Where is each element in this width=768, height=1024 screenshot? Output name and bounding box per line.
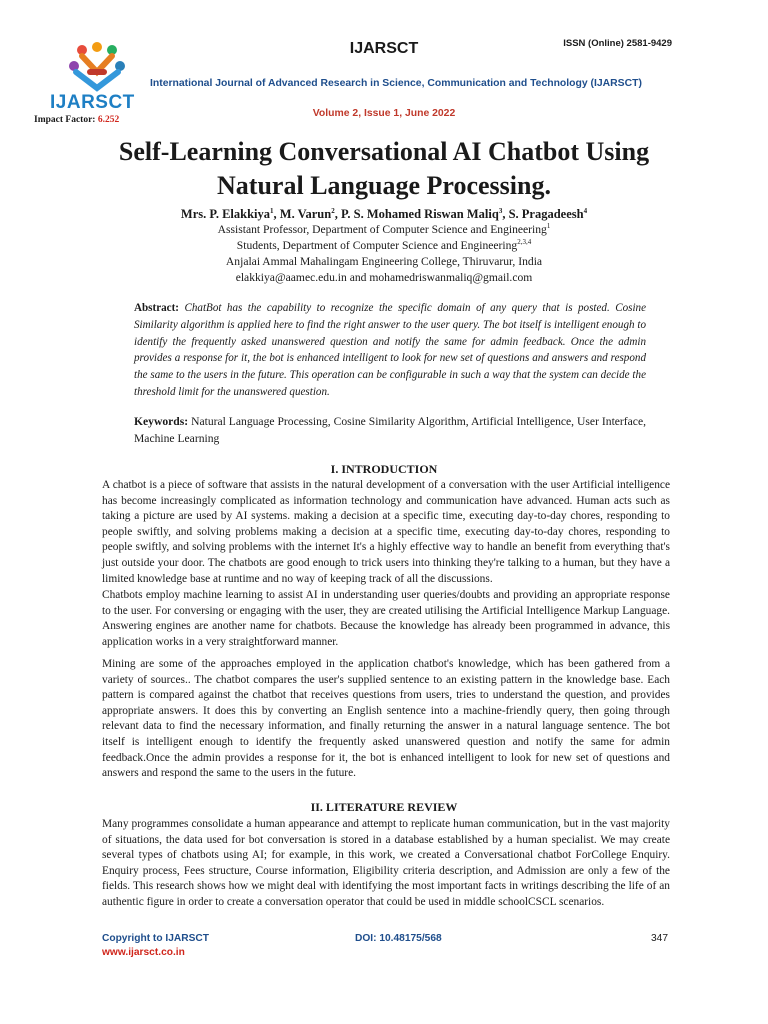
impact-label: Impact Factor: [34,115,96,125]
footer-doi: DOI: 10.48175/568 [355,933,442,944]
title-line-1: Self-Learning Conversational AI Chatbot Using [118,137,650,166]
authors: Mrs. P. Elakkiya$^1$, M. Varun$^2$, P. S. Mohamed Riswan Maliq$^3$, S. Pragadeesh$^4$ [180,206,588,221]
college: Anjalai Ammal Mahalingam Engineering College, Thiruvarur, India [225,255,543,268]
paper-title [60,135,708,203]
issn: ISSN (Online) 2581-9429 [563,38,672,49]
impact-value: 6.252 [97,115,120,125]
intro-paragraph-3: Mining are some of the approaches employed in the application chatbot's knowledge, which has been gathered from a variety of sources.. The chatbot compares the user's supplied sentence to an existing pattern in the knowledge base. Each pattern is compared against the chatbot that receives questions from users, tries to understand the question, and provides appropriate answers. It does this by converting an English sentence into a machine-friendly query, then going through relevant data to find the necessary information, and finally returning the answer in a natural language sentence. The bot itself is intelligent enough to identify the frequently asked unanswered question and notify the same for admin feedback.Once the admin provides a response for it, the bot is enhanced intelligent to look for new set of questions and answers and respond the same to the users in the future. [102,658,670,780]
volume-issue: Volume 2, Issue 1, June 2022 [312,108,456,119]
abstract [134,300,646,401]
footer-url-link[interactable]: www.ijarsct.co.in [102,947,185,958]
literature-paragraph-1: Many programmes consolidate a human appearance and attempt to replicate human communication, but in the vast majority of situations, the data used for bot conversation is stored in a database established by a human specialist. We may create several types of chatbots using AI; for example, in this work, we created a Conversational chatbot ForCollege Enquiry. Enquiry process, Fees structure, Course information, Eligibility criteria description, and Admission are only a few of the fields. This research shows how we might deal with identifying the most important facts in writings describing the life of an authentic figure in order to create a conversation operator that could be used in middle schoolCSCL scenarios. [102,818,670,908]
intro-paragraph-1: A chatbot is a piece of software that assists in the natural development of a conversation with the user Artificial intelligence has become increasingly complicated as information technology and communication have advanced. Human acts such as taking a picture are used by AI systems. making a decision at a specific time, executing day-to-day chores, responding to people swiftly, and solving problems making a decision at a specific time, executing day-to-day chores, responding to people swiftly, and solving problems with the internet It's a highly effective way to handle an benefit from everything that's just outside your door. The chatbots are good enough to trick users into thinking they're talking to a human, but they have a limited knowledge base at runtime and no way of keeping track of all the discussions. [102,479,670,585]
journal-short-name: IJARSCT [349,40,419,57]
author-3: P. S. Mohamed Riswan Maliq [340,207,499,221]
author-1: Mrs. P. Elakkiya [180,207,271,221]
abstract-label: Abstract: [134,302,179,314]
keywords-label: Keywords: [134,415,189,428]
title-line-2: Natural Language Processing. [217,171,551,200]
logo-text: IJARSCT [50,92,135,113]
affiliation-1: Assistant Professor, Department of Computer Science and Engineering$^1$ [217,222,551,236]
page-number: 347 [651,933,668,944]
emails: elakkiya@aamec.edu.in and mohamedriswanmaliq@gmail.com [235,271,533,284]
keywords [134,414,646,448]
keywords-text: Natural Language Processing, Cosine Similarity Algorithm, Artificial Intelligence, User Interface, Machine Learning [134,415,646,445]
abstract-text: ChatBot has the capability to recognize the specific domain of any query that is posted. Cosine Similarity algorithm is applied here to find the right answer to the user query. The bot itself is intelligent enough to identify the frequently asked unanswered question and notify the same for admin feedback. Once the admin provides a response for it, the bot is enhanced intelligent to look for new set of questions and answers and respond the same to the users in the future. This operation can be configurable in such a way that the system can decide the threshold limit for the unanswered question. [134,302,647,398]
intro-heading: I. INTRODUCTION [330,462,438,476]
journal-full-name: International Journal of Advanced Research in Science, Communication and Technology (IJARSCT) [150,78,642,89]
literature-heading: II. LITERATURE REVIEW [310,800,458,814]
author-2: M. Varun [279,207,332,221]
footer-copyright: Copyright to IJARSCT [102,933,209,944]
affiliation-2: Students, Department of Computer Science and Engineering$^{2,3,4}$ [236,238,532,252]
intro-paragraph-2: Chatbots employ machine learning to assist AI in understanding user queries/doubts and providing an appropriate response to the user. For conversing or engaging with the user, they are created utilising the Artificial Intelligence Markup Language. Answering engines are another name for chatbots. Because the knowledge has already been programmed in advance, this application works in a very straightforward manner. [102,589,670,648]
author-4: S. Pragadeesh [508,207,584,221]
